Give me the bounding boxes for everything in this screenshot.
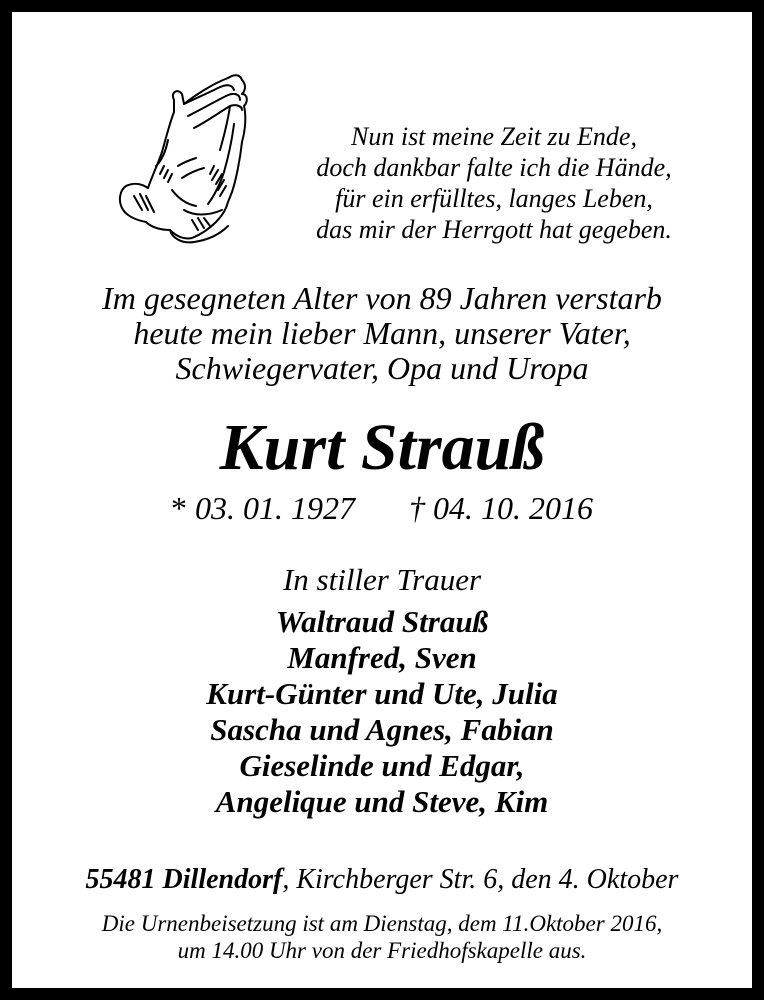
mourner-line: Sascha und Agnes, Fabian [210,712,554,747]
intro-line-1: Im gesegneten Alter von 89 Jahren verstarb [102,280,662,316]
funeral-line-1: Die Urnenbeisetzung ist am Dienstag, dem 11.Oktober 2016, [101,911,663,936]
funeral-line-2: um 14.00 Uhr von der Friedhofskapelle aus. [177,938,587,963]
mourner-line: Kurt-Günter und Ute, Julia [206,676,558,711]
poem-line-3: für ein erfülltes, langes Leben, [335,184,653,213]
intro-line-3: Schwiegervater, Opa und Uropa [175,350,589,386]
birth-symbol: * [171,490,187,526]
death-cross-icon: † [409,490,425,526]
poem-line-1: Nun ist meine Zeit zu Ende, [351,122,637,151]
address-line [0,864,764,896]
address-place: 55481 Dillendorf [85,864,283,895]
death-date: 04. 10. 2016 [433,490,593,526]
life-dates [0,490,764,527]
intro-line-2: heute mein lieber Mann, unserer Vater, [133,315,631,351]
deceased-name: Kurt Strauß [219,411,545,484]
mourner-line: Gieselinde und Edgar, [239,748,525,783]
poem-line-2: doch dankbar falte ich die Hände, [316,153,672,182]
birth-date: 03. 01. 1927 [195,490,355,526]
address-rest: , Kirchberger Str. 6, den 4. Oktober [282,864,679,895]
praying-hands-icon [112,70,257,245]
mourner-line: Manfred, Sven [287,640,477,675]
mourner-line: Angelique und Steve, Kim [215,784,549,819]
mourner-line: Waltraud Strauß [275,604,489,639]
mourning-heading: In stiller Trauer [282,562,482,597]
poem-line-4: das mir der Herrgott hat gegeben. [316,215,672,244]
